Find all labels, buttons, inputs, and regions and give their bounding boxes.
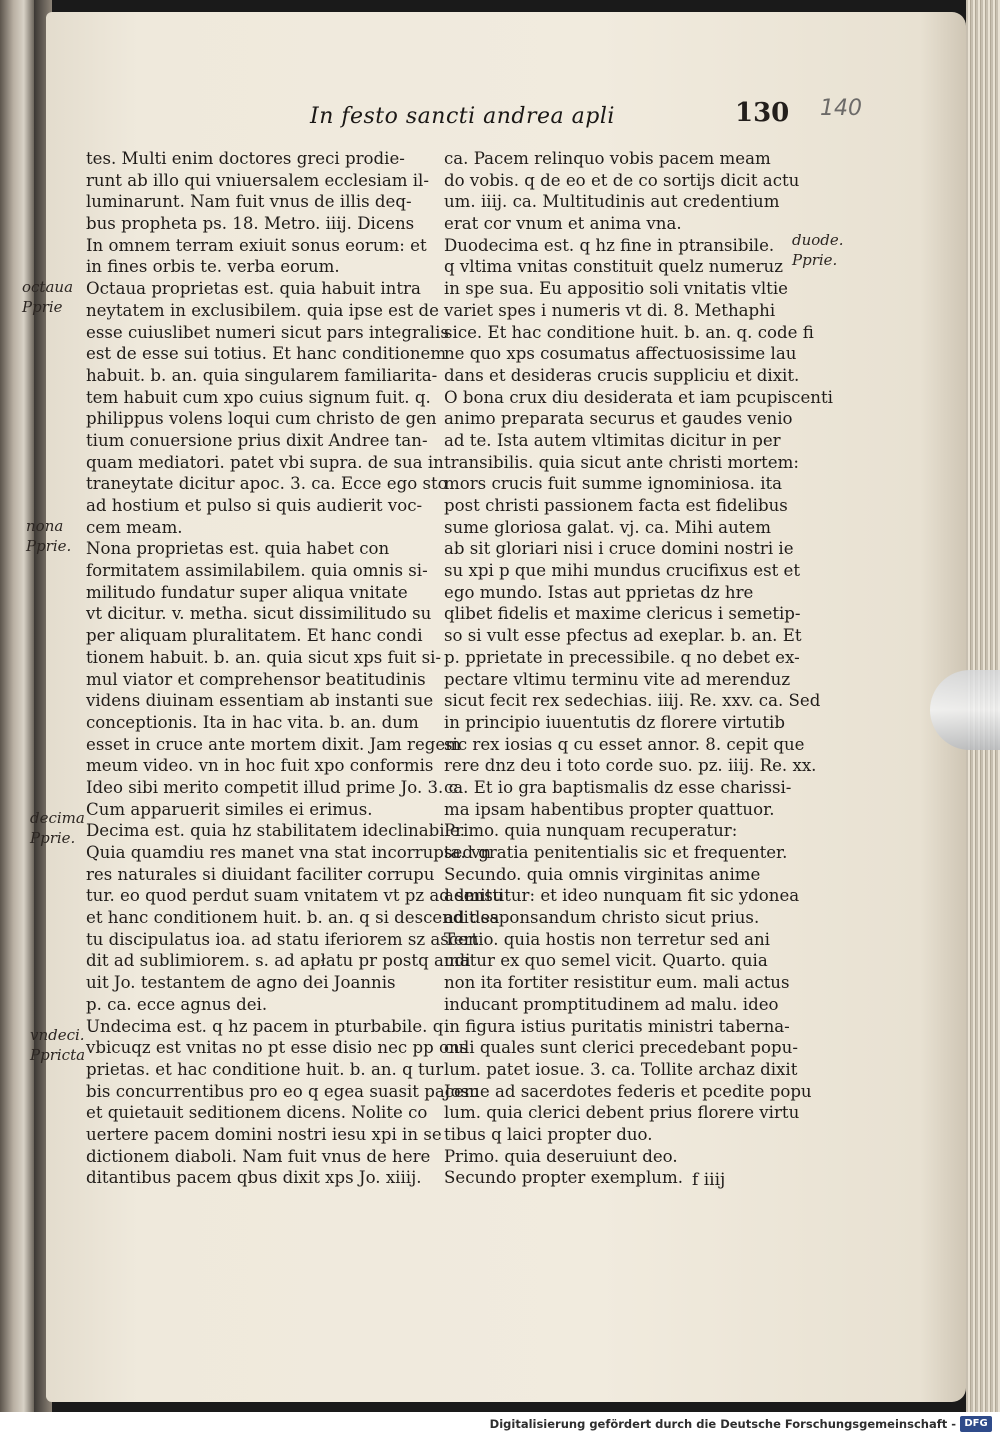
text-line: p. pprietate in precessibile. q no debet ex- xyxy=(444,647,800,667)
text-line: per aliquam pluralitatem. Et hanc condi xyxy=(86,626,423,646)
text-line: Octaua proprietas est. quia habuit intra xyxy=(86,279,421,299)
text-line: res naturales si diuidant faciliter corrupu xyxy=(86,864,435,884)
text-line: transibilis. quia sicut ante christi mortem: xyxy=(444,452,799,472)
text-line: ad desponsandum christo sicut prius. xyxy=(444,908,760,928)
text-line: conceptionis. Ita in hac vita. b. an. dum xyxy=(86,712,419,732)
text-line: in spe sua. Eu appositio soli vnitatis vltie xyxy=(444,279,788,299)
text-line: quam mediatori. patet vbi supra. de sua in xyxy=(86,452,444,472)
text-line: dit ad sublimiorem. s. ad apłatu pr postq audi xyxy=(86,951,471,971)
text-line: rere dnz deu i toto corde suo. pz. iiij. Re. xx. xyxy=(444,756,817,776)
text-line: luminarunt. Nam fuit vnus de illis deq- xyxy=(86,192,412,212)
text-line: tionem habuit. b. an. quia sicut xps fuit si- xyxy=(86,647,442,667)
text-line: erat cor vnum et anima vna. xyxy=(444,214,682,234)
text-line: qlibet fidelis et maxime clericus i semetip- xyxy=(444,604,801,624)
text-line: matur ex quo semel vicit. Quarto. quia xyxy=(444,951,768,971)
text-line: neytatem in exclusibilem. quia ipse est de xyxy=(86,300,439,320)
dfg-logo: DFG xyxy=(960,1416,992,1432)
signature-mark: f iiij xyxy=(692,1170,726,1190)
margin-note-nona: nona Pprie. xyxy=(26,517,72,555)
text-line: Quia quamdiu res manet vna stat incorrupta. vn xyxy=(86,843,492,862)
text-line: animo preparata securus et gaudes venio xyxy=(444,409,793,429)
text-line: uertere pacem domini nostri iesu xpi in se xyxy=(86,1124,442,1144)
text-line: tium conuersione prius dixit Andree tan- xyxy=(86,430,428,450)
text-line: philippus volens loqui cum christo de gen xyxy=(86,409,437,429)
text-line: videns diuinam essentiam ab instanti sue xyxy=(86,691,434,711)
text-line: est de esse sui totius. Et hanc conditionem xyxy=(86,344,447,364)
margin-note-undecima: vndeci. Ppricta xyxy=(30,1026,86,1064)
text-line: ma ipsam habentibus propter quattuor. xyxy=(444,799,775,819)
left-text-column xyxy=(86,148,504,1189)
footer-bar xyxy=(0,1412,1000,1437)
text-line: vbicuqz est vnitas no pt esse disio nec pp ons xyxy=(86,1038,469,1058)
text-line: cem meam. xyxy=(86,517,183,537)
text-line: variet spes i numeris vt di. 8. Methaphi xyxy=(444,300,776,320)
margin-note-octaua: octaua Pprie xyxy=(22,278,74,316)
text-line: tes. Multi enim doctores greci prodie- xyxy=(86,149,405,168)
text-line: sume gloriosa galat. vj. ca. Mihi autem xyxy=(444,517,771,537)
text-line: tu discipulatus ioa. ad statu iferiorem sz ascen xyxy=(86,929,479,949)
text-line: formitatem assimilabilem. quia omnis si- xyxy=(86,561,428,581)
text-line: prietas. et hac conditione huit. b. an. q tur xyxy=(86,1059,444,1079)
text-line: Undecima est. q hz pacem in pturbabile. q xyxy=(86,1016,444,1036)
text-line: et hanc conditionem huit. b. an. q si descendit sa xyxy=(86,908,500,928)
text-line: Primo. quia deseruiunt deo. xyxy=(444,1146,678,1166)
text-line: in principio iuuentutis dz florere virtutib xyxy=(444,712,785,732)
text-line: tibus q laici propter duo. xyxy=(444,1124,653,1144)
text-line: ad te. Ista autem vltimitas dicitur in per xyxy=(444,430,781,450)
text-line: Primo. quia nunquam recuperatur: xyxy=(444,821,738,841)
text-line: Cum apparuerit similes ei erimus. xyxy=(86,799,373,819)
text-line: runt ab illo qui vniuersalem ecclesiam il- xyxy=(86,170,429,190)
text-line: culi quales sunt clerici precedebant popu- xyxy=(444,1038,798,1058)
text-line: Duodecima est. q hz fine in ptransibile. xyxy=(444,235,775,255)
text-line: habuit. b. an. quia singularem familiarita- xyxy=(86,365,438,385)
text-line: ego mundo. Istas aut pprietas dz hre xyxy=(444,582,754,602)
text-line: sic rex iosias q cu esset annor. 8. cepit que xyxy=(444,734,805,754)
text-line: Secundo propter exemplum. xyxy=(444,1168,683,1188)
text-line: Tertio. quia hostis non terretur sed ani xyxy=(444,929,770,949)
text-line: sed gratia penitentialis sic et frequenter. xyxy=(444,843,788,862)
text-line: mors crucis fuit summe ignominiosa. ita xyxy=(444,474,783,494)
text-line: bis concurrentibus pro eo q egea suasit pacem xyxy=(86,1081,480,1101)
text-line: Nona proprietas est. quia habet con xyxy=(86,539,390,559)
text-line: Ideo sibi merito competit illud prime Jo. 3. c. xyxy=(86,777,464,797)
left-page-edge xyxy=(0,0,34,1412)
text-line: pectare vltimu terminu vite ad merenduz xyxy=(444,669,791,689)
text-line: inducant promptitudinem ad malu. ideo xyxy=(444,994,779,1014)
text-line: non ita fortiter resistitur eum. mali actus xyxy=(444,973,790,993)
text-line: ne quo xps cosumatus affectuosissime lau xyxy=(444,344,797,364)
text-line: Josue ad sacerdotes federis et pcedite popu xyxy=(444,1081,812,1101)
text-line: sice. Et hac conditione huit. b. an. q. code fi xyxy=(444,322,814,342)
text-line: meum video. vn in hoc fuit xpo conformis xyxy=(86,756,434,776)
text-line: ad hostium et pulso si quis audierit voc- xyxy=(86,496,423,515)
text-line: ditantibus pacem qbus dixit xps Jo. xiiij. xyxy=(86,1168,422,1188)
page-clip xyxy=(930,670,1000,750)
text-line: lum. patet iosue. 3. ca. Tollite archaz dixit xyxy=(444,1059,798,1079)
text-line: sicut fecit rex sedechias. iiij. Re. xxv. ca. Sed xyxy=(444,691,821,711)
text-line: p. ca. ecce agnus dei. xyxy=(86,994,268,1014)
text-line: esset in cruce ante mortem dixit. Jam regem xyxy=(86,734,461,754)
text-line: O bona crux diu desiderata et iam pcupiscenti xyxy=(444,387,833,407)
text-line: ca. Et io gra baptismalis dz esse charissi- xyxy=(444,777,792,797)
text-line: admittitur: et ideo nunquam fit sic ydonea xyxy=(444,886,800,906)
text-line: ab sit gloriari nisi i cruce domini nostri ie xyxy=(444,539,794,559)
text-line: dictionem diaboli. Nam fuit vnus de here xyxy=(86,1146,431,1166)
text-line: et quietauit seditionem dicens. Nolite co xyxy=(86,1103,428,1123)
text-line: su xpi p que mihi mundus crucifixus est et xyxy=(444,561,801,581)
text-line: In omnem terram exiuit sonus eorum: et xyxy=(86,235,427,255)
text-line: Decima est. quia hz stabilitatem ideclinabile. xyxy=(86,821,465,841)
header-title: In festo sancti andrea apli xyxy=(310,104,615,129)
footer-credit: Digitalisierung gefördert durch die Deutsche Forschungsgemeinschaft - xyxy=(489,1417,956,1431)
text-line: tur. eo quod perdut suam vnitatem vt pz ad sensu xyxy=(86,886,504,906)
text-line: bus propheta ps. 18. Metro. iiij. Dicens xyxy=(86,214,415,234)
text-line: q vltima vnitas constituit quelz numeruz xyxy=(444,257,783,277)
margin-note-decima: decima Pprie. xyxy=(30,809,85,847)
text-line: uit Jo. testantem de agno dei Joannis xyxy=(86,973,396,993)
folio-number: 130 xyxy=(735,98,790,128)
text-line: vt dicitur. v. metha. sicut dissimilitudo su xyxy=(86,604,432,624)
folio-pencil-number: 140 xyxy=(820,96,862,121)
text-line: in fines orbis te. verba eorum. xyxy=(86,257,340,277)
text-line: esse cuiuslibet numeri sicut pars integralis xyxy=(86,322,449,342)
text-line: um. iiij. ca. Multitudinis aut credentium xyxy=(444,192,780,212)
text-line: in figura istius puritatis ministri taberna- xyxy=(444,1016,790,1036)
text-line: lum. quia clerici debent prius florere virtu xyxy=(444,1103,800,1123)
running-header xyxy=(300,96,862,140)
text-line: post christi passionem facta est fidelibus xyxy=(444,496,788,515)
text-line: so si vult esse pfectus ad exeplar. b. an. Et xyxy=(444,626,802,646)
text-line: Secundo. quia omnis virginitas anime xyxy=(444,864,761,884)
text-line: mul viator et comprehensor beatitudinis xyxy=(86,669,426,689)
text-line: ca. Pacem relinquo vobis pacem meam xyxy=(444,149,771,168)
margin-note-duodecima: duode. Pprie. xyxy=(792,231,844,269)
text-line: militudo fundatur super aliqua vnitate xyxy=(86,582,408,602)
text-line: traneytate dicitur apoc. 3. ca. Ecce ego sto xyxy=(86,474,448,494)
text-line: do vobis. q de eo et de co sortijs dicit actu xyxy=(444,170,800,190)
text-line: tem habuit cum xpo cuius signum fuit. q. xyxy=(86,387,431,407)
text-line: dans et desideras crucis suppliciu et dixit. xyxy=(444,365,800,385)
